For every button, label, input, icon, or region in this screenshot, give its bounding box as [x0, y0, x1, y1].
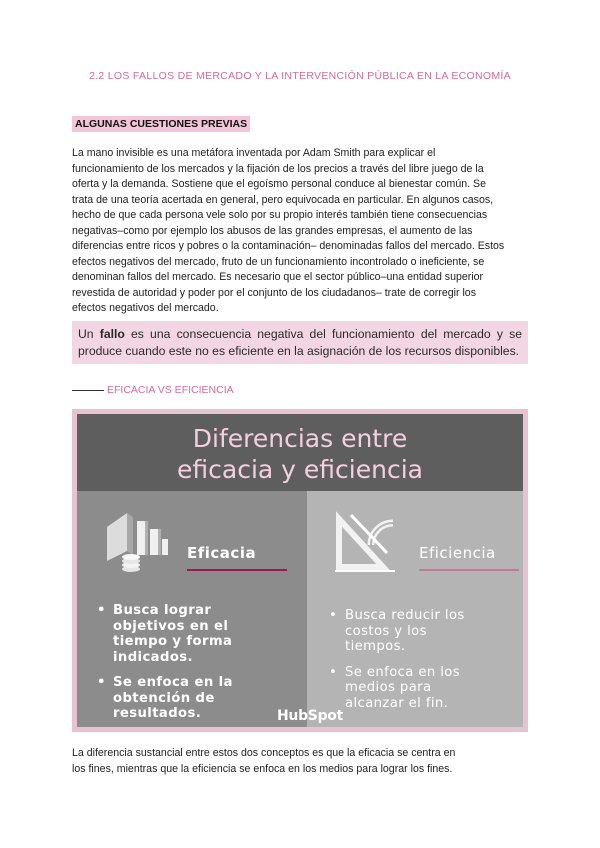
eficacia-label: Eficacia [187, 544, 257, 562]
closing-paragraph [72, 746, 528, 777]
bullet-icon: • [97, 603, 106, 618]
bullet-line: medios para [345, 680, 432, 695]
ruler-protractor-icon [331, 505, 401, 575]
paragraph-line: efectos negativos del mercado, fruto de un funcionamiento incontrolado o ineficiente, se [72, 255, 485, 268]
paragraph-line: trata de una teoría acertada en general, pero equivocada en particular. En algunos casos, [72, 193, 494, 206]
callout-prefix: Un [78, 327, 100, 341]
bullet-text [345, 608, 465, 655]
bullet-icon: • [329, 664, 338, 680]
bullet-line: resultados. [113, 706, 202, 721]
paragraph-line: oferta y la demanda. Sostiene que el egoísmo personal conduce al bienestar común. Se [72, 178, 487, 190]
infographic-title-line-2: eficacia y eficiencia [177, 455, 423, 484]
list-item [329, 665, 465, 712]
paragraph-line: negativas–como por ejemplo los abusos de las grandes empresas, el aumento de las [72, 224, 473, 237]
eficacia-bullets [97, 603, 233, 727]
heading-rule [72, 390, 104, 391]
list-item [97, 675, 233, 722]
hubspot-logo: HubSpot [277, 708, 344, 724]
bullet-line: tiempos. [345, 639, 406, 654]
eficacia-underline [187, 569, 287, 571]
bullet-line: Se enfoca en los [345, 664, 461, 680]
bullet-line: obtención de [113, 690, 215, 706]
infographic [72, 409, 528, 732]
eficiencia-bullets [329, 608, 465, 721]
paragraph-line: denominan fallos del mercado. Es necesario que el sector público–una entidad superior [72, 271, 484, 283]
bullet-line: tiempo y forma [113, 634, 233, 649]
bullet-line: indicados. [113, 649, 193, 665]
sub-heading [72, 384, 234, 396]
bullet-text [345, 665, 460, 712]
bullet-text [113, 675, 233, 722]
infographic-title-line-1: Diferencias entre [192, 424, 408, 453]
bullet-line: Busca lograr [113, 603, 212, 618]
paragraph-line: revestida de autoridad y poder por el conjunto de los ciudadanos– trate de corregir los [72, 286, 476, 299]
paragraph-line: funcionamiento de los mercados y la fijación de los precios a través del libre juego de la [72, 162, 484, 175]
bullet-line: Busca reducir los [345, 608, 465, 623]
closing-line: La diferencia sustancial entre estos dos conceptos es que la eficacia se centra en [72, 747, 456, 759]
bullet-icon: • [329, 608, 338, 623]
paragraph-line: diferencias entre ricos y pobres o la contaminación– denominadas fallos del mercado. Estos [72, 240, 505, 252]
callout-text: es una consecuencia negativa del funcionamiento del mercado y se produce cuando este no es eficiente en la asignación de los recursos disponibles. [78, 327, 522, 358]
sub-heading-text: EFICACIA VS EFICIENCIA [107, 384, 234, 396]
bar-chart-coins-icon [101, 505, 171, 575]
section-heading: ALGUNAS CUESTIONES PREVIAS [72, 116, 250, 132]
intro-paragraph [72, 146, 528, 317]
bullet-line: alcanzar el fin. [345, 695, 449, 711]
infographic-header [77, 414, 523, 491]
eficiencia-label: Eficiencia [419, 544, 496, 562]
callout-keyword: fallo [99, 327, 125, 341]
paragraph-line: efectos negativos del mercado. [72, 302, 219, 314]
bullet-text [113, 603, 232, 665]
list-item [97, 603, 233, 665]
bullet-line: Se enfoca en la [113, 675, 233, 690]
bullet-line: costos y los [345, 623, 427, 639]
eficacia-panel [77, 491, 307, 727]
page-title: 2.2 LOS FALLOS DE MERCADO Y LA INTERVENCIÓN PÚBLICA EN LA ECONOMÍA [89, 70, 511, 82]
closing-line: los fines, mientras que la eficiencia se enfoca en los medios para lograr los fines. [72, 762, 453, 775]
paragraph-line: La mano invisible es una metáfora inventada por Adam Smith para explicar el [72, 147, 436, 159]
bullet-line: objetivos en el [113, 618, 229, 634]
definition-callout [72, 321, 528, 364]
eficiencia-underline [419, 569, 519, 571]
paragraph-line: hecho de que cada persona vele solo por su propio interés también tiene consecuencias [72, 209, 488, 221]
eficiencia-panel [307, 491, 523, 727]
bullet-icon: • [97, 675, 106, 690]
infographic-canvas [77, 414, 523, 727]
list-item [329, 608, 465, 655]
